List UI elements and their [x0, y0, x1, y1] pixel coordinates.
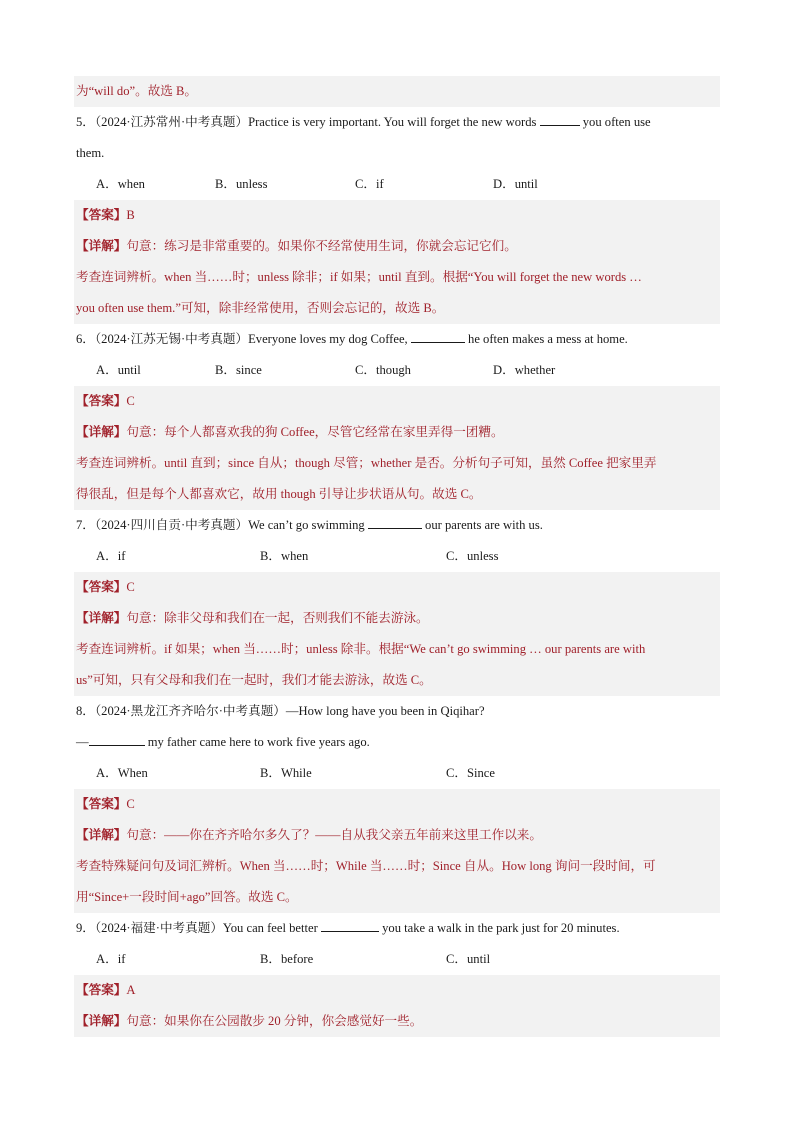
- option-d: D．whether: [493, 363, 556, 377]
- explanation-9-line-1: [74, 1006, 720, 1037]
- explanation-8-line-3: 用“Since+一段时间+ago”回答。故选 C。: [74, 882, 720, 913]
- answer-7: [74, 572, 720, 603]
- explanation-6-line-1: [74, 417, 720, 448]
- question-6: [74, 324, 720, 355]
- option-a: A．When: [96, 766, 148, 780]
- question-9-stem: 9．（2024·福建·中考真题）You can feel better: [76, 921, 318, 935]
- option-d: D．until: [493, 177, 538, 191]
- question-9: [74, 913, 720, 944]
- question-5: [74, 107, 720, 138]
- option-b: B．when: [260, 549, 309, 563]
- question-7-options: [74, 541, 720, 572]
- question-9-options: [74, 944, 720, 975]
- answer-blank: [321, 917, 379, 932]
- answer-blank: [368, 514, 422, 529]
- question-7-stem-end: our parents are with us.: [425, 518, 543, 532]
- option-b: B．While: [260, 766, 312, 780]
- dash: —: [76, 735, 89, 749]
- explanation-text: 句意：——你在齐齐哈尔多久了？——自从我父亲五年前来这里工作以来。: [126, 828, 542, 842]
- answer-tag: 【答案】: [76, 208, 127, 222]
- option-b: B．since: [215, 363, 262, 377]
- explanation-tag: 【详解】: [76, 828, 127, 842]
- question-5-stem-end: you often use: [582, 115, 651, 129]
- option-c: C．though: [355, 363, 411, 377]
- answer-8: [74, 789, 720, 820]
- explanation-7-line-1: [74, 603, 720, 634]
- prev-explanation-end: 为“will do”。故选 B。: [74, 76, 720, 107]
- option-a: A．if: [96, 549, 126, 563]
- explanation-tag: 【详解】: [76, 425, 127, 439]
- question-8-reply: [74, 727, 720, 758]
- answer-value: B: [126, 208, 135, 222]
- answer-5: [74, 200, 720, 231]
- question-8: 8．（2024·黑龙江齐齐哈尔·中考真题）—How long have you been in Qiqihar?: [76, 704, 485, 718]
- question-7: [74, 510, 720, 541]
- option-c: C．Since: [446, 766, 495, 780]
- option-b: B．unless: [215, 177, 268, 191]
- option-a: A．if: [96, 952, 126, 966]
- question-8-reply-text: my father came here to work five years ago.: [147, 735, 370, 749]
- answer-value: C: [126, 580, 135, 594]
- explanation-text: 句意：练习是非常重要的。如果你不经常使用生词，你就会忘记它们。: [126, 239, 517, 253]
- answer-value: A: [126, 983, 136, 997]
- option-b: B．before: [260, 952, 314, 966]
- explanation-text: 句意：如果你在公园散步 20 分钟，你会感觉好一些。: [126, 1014, 423, 1028]
- question-5-continued: them.: [76, 146, 105, 160]
- option-c: C．if: [355, 177, 384, 191]
- answer-tag: 【答案】: [76, 983, 127, 997]
- option-a: A．until: [96, 363, 141, 377]
- explanation-5-line-3: you often use them.”可知，除非经常使用，否则会忘记的，故选 B。: [74, 293, 720, 324]
- answer-9: [74, 975, 720, 1006]
- explanation-8-line-2: 考查特殊疑问句及词汇辨析。When 当……时；While 当……时；Since 自从。How long 询问一段时间，可: [74, 851, 720, 882]
- question-5-stem: 5．（2024·江苏常州·中考真题）Practice is very important. You will forget the new words: [76, 115, 537, 129]
- question-9-stem-end: you take a walk in the park just for 20 minutes.: [382, 921, 620, 935]
- explanation-tag: 【详解】: [76, 239, 127, 253]
- answer-value: C: [126, 394, 135, 408]
- explanation-tag: 【详解】: [76, 611, 127, 625]
- explanation-text: 句意：除非父母和我们在一起，否则我们不能去游泳。: [126, 611, 429, 625]
- answer-blank: [89, 731, 145, 746]
- answer-value: C: [126, 797, 135, 811]
- answer-blank: [540, 111, 580, 126]
- explanation-7-line-3: us”可知，只有父母和我们在一起时，我们才能去游泳，故选 C。: [74, 665, 720, 696]
- question-8-options: [74, 758, 720, 789]
- option-c: C．unless: [446, 549, 499, 563]
- option-a: A．when: [96, 177, 145, 191]
- question-6-options: [74, 355, 720, 386]
- explanation-8-line-1: [74, 820, 720, 851]
- explanation-7-line-2: 考查连词辨析。if 如果；when 当……时；unless 除非。根据“We can’t go swimming … our parents are with: [74, 634, 720, 665]
- explanation-text: 句意：每个人都喜欢我的狗 Coffee，尽管它经常在家里弄得一团糟。: [126, 425, 504, 439]
- answer-blank: [411, 328, 465, 343]
- question-6-stem: 6．（2024·江苏无锡·中考真题）Everyone loves my dog Coffee,: [76, 332, 408, 346]
- explanation-5-line-1: [74, 231, 720, 262]
- answer-tag: 【答案】: [76, 580, 127, 594]
- explanation-tag: 【详解】: [76, 1014, 127, 1028]
- explanation-6-line-2: 考查连词辨析。until 直到；since 自从；though 尽管；whether 是否。分析句子可知，虽然 Coffee 把家里弄: [74, 448, 720, 479]
- answer-tag: 【答案】: [76, 394, 127, 408]
- question-6-stem-end: he often makes a mess at home.: [468, 332, 628, 346]
- question-7-stem: 7．（2024·四川自贡·中考真题）We can’t go swimming: [76, 518, 365, 532]
- option-c: C．until: [446, 952, 491, 966]
- explanation-6-line-3: 得很乱，但是每个人都喜欢它，故用 though 引导让步状语从句。故选 C。: [74, 479, 720, 510]
- answer-6: [74, 386, 720, 417]
- answer-tag: 【答案】: [76, 797, 127, 811]
- document-page: [74, 76, 720, 1037]
- explanation-5-line-2: 考查连词辨析。when 当……时；unless 除非；if 如果；until 直到。根据“You will forget the new words …: [74, 262, 720, 293]
- question-5-options: [74, 169, 720, 200]
